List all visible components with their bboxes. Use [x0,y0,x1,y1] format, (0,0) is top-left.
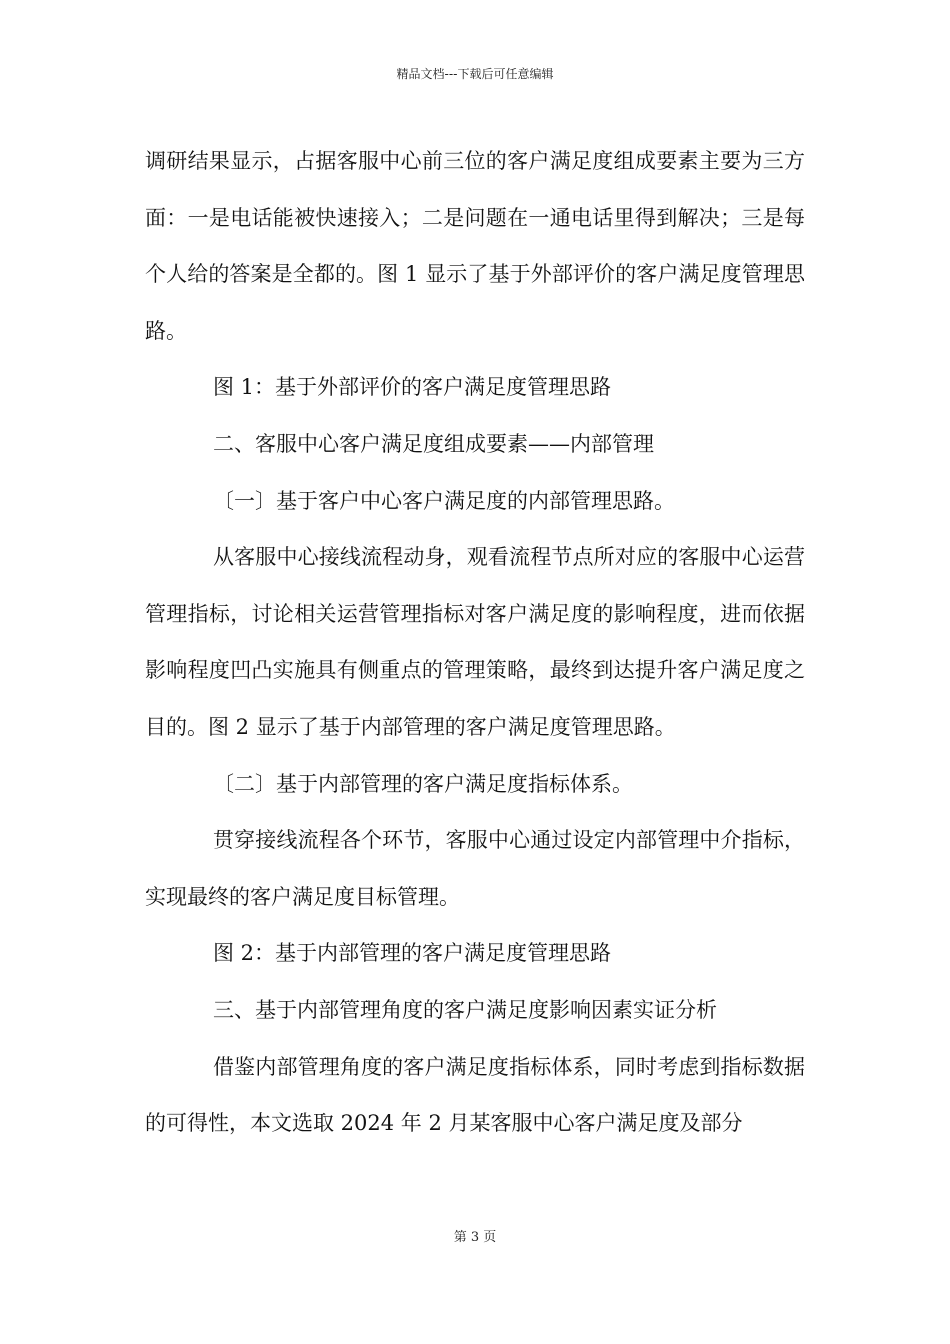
document-body [145,133,805,1152]
section-2-heading: 二、客服中心客户满足度组成要素——内部管理 [213,431,654,456]
subsection-2-1-heading: 〔一〕基于客户中心客户满足度的内部管理思路。 [213,488,675,513]
paragraph-intermediate-indicators: 贯穿接线流程各个环节，客服中心通过设定内部管理中介指标，实现最终的客户满足度目标管理。 [145,828,805,909]
section-3-heading: 三、基于内部管理角度的客户满足度影响因素实证分析 [213,997,717,1022]
page-header: 精品文档---下载后可任意编辑 [396,67,554,81]
figure-1-caption: 图 1：基于外部评价的客户满足度管理思路 [213,375,612,400]
page-number: 第 3 页 [453,1230,497,1245]
figure-2-caption: 图 2：基于内部管理的客户满足度管理思路 [213,941,612,966]
subsection-2-2-heading: 〔二〕基于内部管理的客户满足度指标体系。 [213,771,633,796]
paragraph-survey-results: 调研结果显示，占据客服中心前三位的客户满足度组成要素主要为三方面：一是电话能被快速接入；二是问题在一通电话里得到解决；三是每个人给的答案是全都的。图 1 显示了基于外部评价的客户满足度管理思路。 [145,149,805,343]
paragraph-process-analysis: 从客服中心接线流程动身，观看流程节点所对应的客服中心运营管理指标，讨论相关运营管理指标对客户满足度的影响程度，进而依据影响程度凹凸实施具有侧重点的管理策略，最终到达提升客户满足度之目的。图 2 显示了基于内部管理的客户满足度管理思路。 [145,545,805,739]
paragraph-empirical-data: 借鉴内部管理角度的客户满足度指标体系，同时考虑到指标数据的可得性，本文选取 2024 年 2 月某客服中心客户满足度及部分 [145,1054,805,1136]
